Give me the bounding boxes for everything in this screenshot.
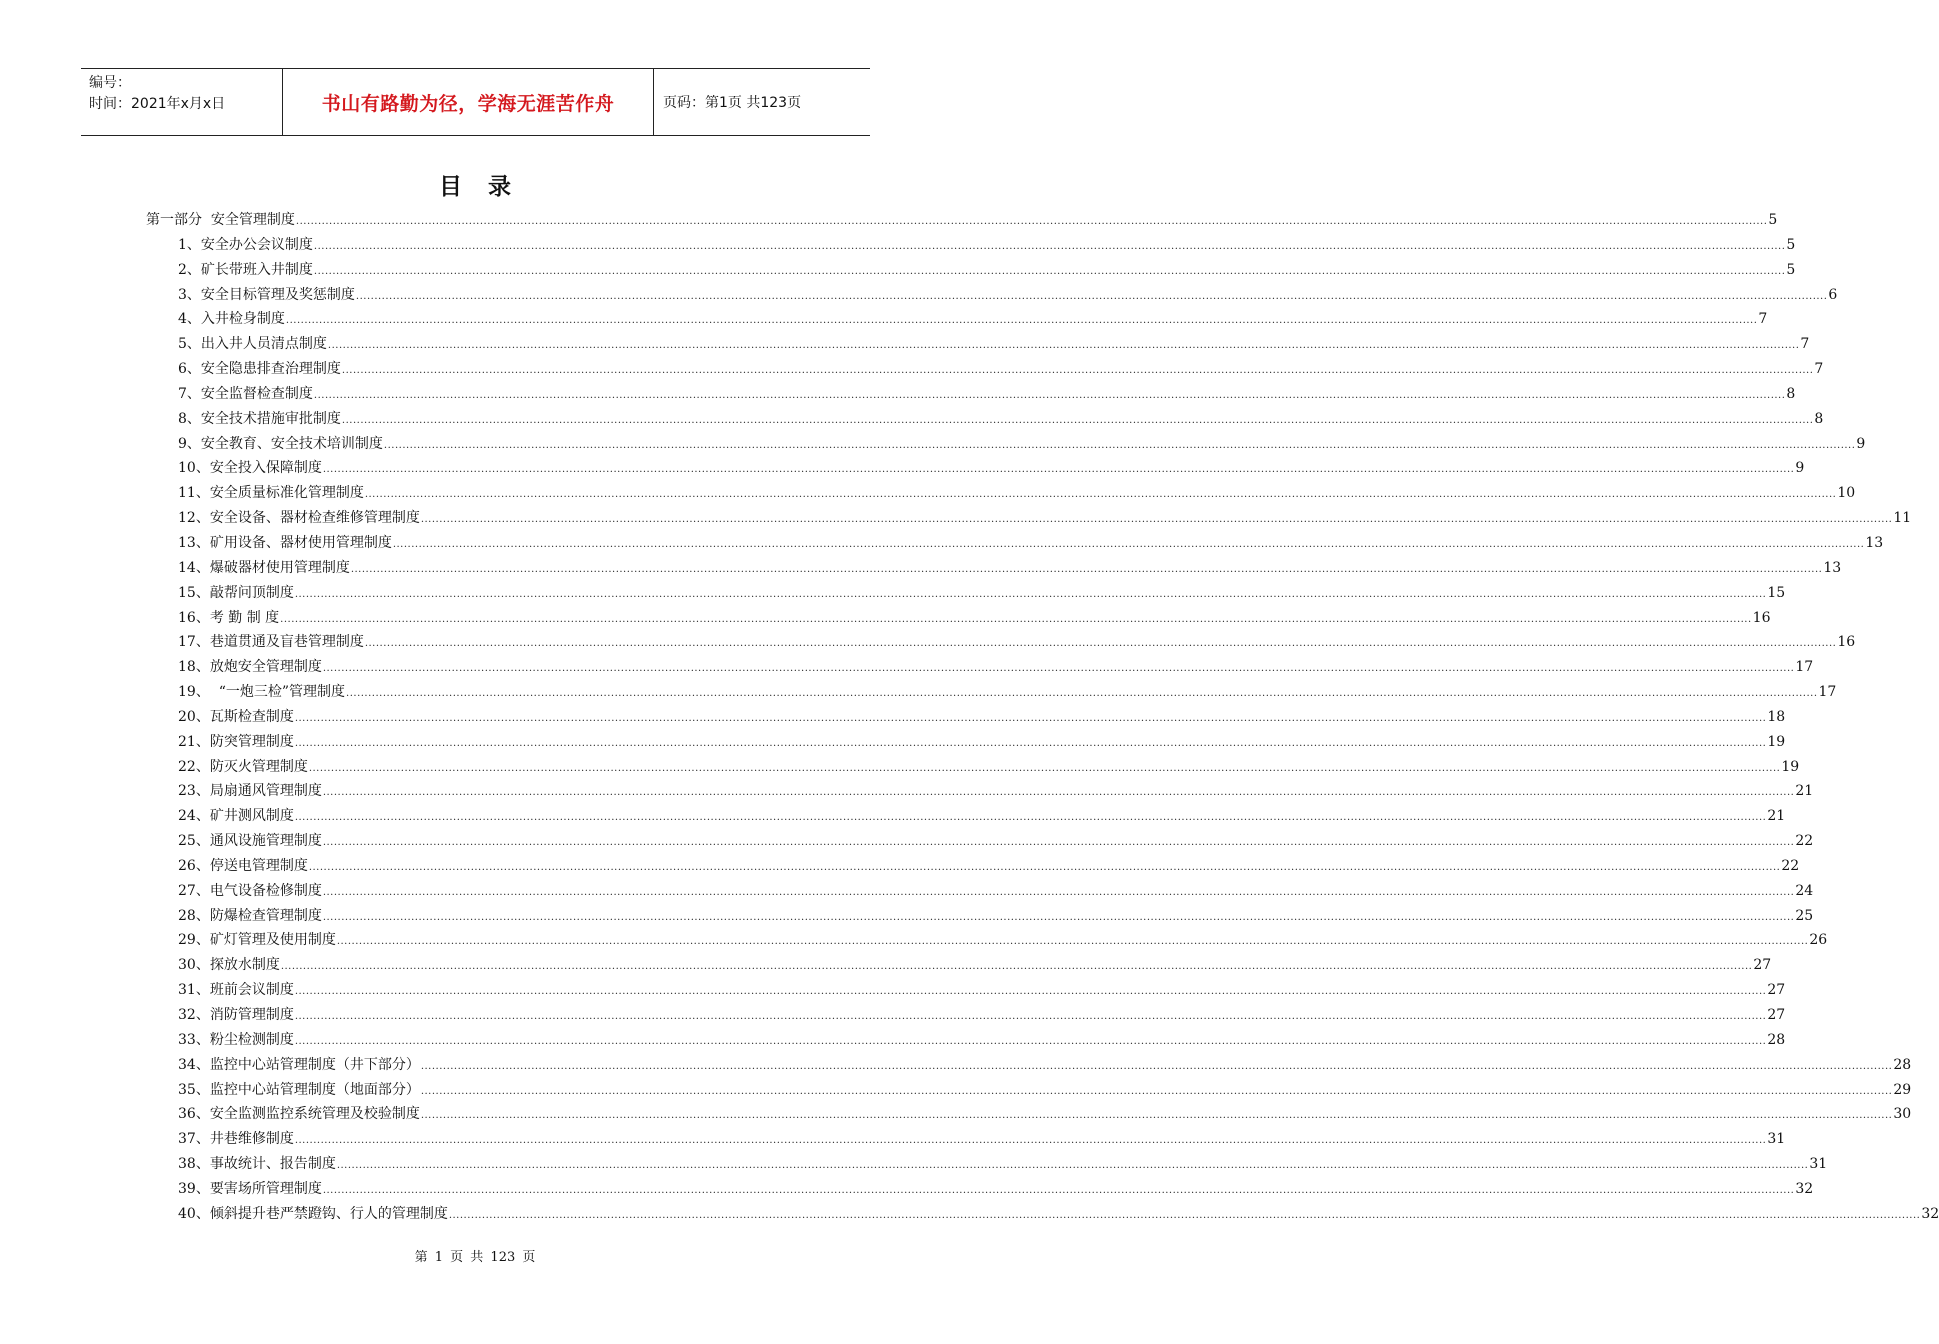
toc-leader-dots: ................................................................................................................................................................................................................................................................................................................................................................................................................ bbox=[322, 886, 1795, 898]
toc-entry-title: 第一部分 安全管理制度 bbox=[146, 212, 295, 228]
toc-leader-dots: ................................................................................................................................................................................................................................................................................................................................................................................................................ bbox=[392, 538, 1865, 550]
toc-leader-dots: ................................................................................................................................................................................................................................................................................................................................................................................................................ bbox=[327, 340, 1800, 352]
toc-entry-page: 29 bbox=[1893, 1081, 1912, 1098]
toc-entry-page: 17 bbox=[1795, 659, 1814, 676]
toc-leader-dots: ................................................................................................................................................................................................................................................................................................................................................................................................................ bbox=[420, 1060, 1893, 1072]
toc-entry-title: 32、消防管理制度 bbox=[178, 1007, 294, 1023]
toc-entry[interactable] bbox=[146, 630, 1856, 655]
toc-entry-title: 3、安全目标管理及奖惩制度 bbox=[178, 286, 355, 303]
toc-entry[interactable] bbox=[146, 655, 1814, 680]
toc-entry[interactable] bbox=[146, 829, 1814, 854]
toc-leader-dots: ................................................................................................................................................................................................................................................................................................................................................................................................................ bbox=[322, 663, 1795, 675]
toc-leader-dots: ................................................................................................................................................................................................................................................................................................................................................................................................................ bbox=[294, 1135, 1767, 1147]
toc-entry-title: 26、停送电管理制度 bbox=[178, 857, 308, 874]
toc-entry-title: 20、瓦斯检查制度 bbox=[178, 708, 294, 725]
toc-leader-dots: ................................................................................................................................................................................................................................................................................................................................................................................................................ bbox=[350, 563, 1823, 575]
toc-entry-title: 25、通风设施管理制度 bbox=[178, 833, 322, 850]
toc-entry[interactable] bbox=[146, 904, 1814, 929]
toc-entry-page: 7 bbox=[1800, 336, 1810, 353]
toc-entry-page: 32 bbox=[1795, 1180, 1814, 1197]
toc-entry[interactable] bbox=[146, 680, 1837, 705]
toc-entry-page: 28 bbox=[1893, 1056, 1912, 1073]
toc-leader-dots: ................................................................................................................................................................................................................................................................................................................................................................................................................ bbox=[295, 216, 1768, 227]
toc-entry-title: 29、矿灯管理及使用制度 bbox=[178, 932, 336, 949]
toc-entry[interactable] bbox=[146, 804, 1786, 829]
toc-leader-dots: ................................................................................................................................................................................................................................................................................................................................................................................................................ bbox=[322, 1184, 1795, 1196]
toc-leader-dots: ................................................................................................................................................................................................................................................................................................................................................................................................................ bbox=[313, 240, 1786, 252]
toc-entry[interactable] bbox=[146, 531, 1884, 556]
toc-entry[interactable] bbox=[146, 1152, 1828, 1177]
toc-entry-page: 30 bbox=[1893, 1106, 1912, 1123]
toc-entry-page: 5 bbox=[1768, 212, 1778, 228]
toc-entry[interactable] bbox=[146, 208, 1778, 233]
toc-entry-title: 13、矿用设备、器材使用管理制度 bbox=[178, 534, 392, 551]
toc-entry[interactable] bbox=[146, 755, 1800, 780]
toc-entry-title: 30、探放水制度 bbox=[178, 957, 280, 974]
toc-entry[interactable] bbox=[146, 730, 1786, 755]
toc-entry[interactable] bbox=[146, 456, 1805, 481]
toc-leader-dots: ................................................................................................................................................................................................................................................................................................................................................................................................................ bbox=[322, 787, 1795, 799]
toc-entry[interactable] bbox=[146, 581, 1786, 606]
toc-entry[interactable] bbox=[146, 1003, 1786, 1028]
toc-entry-page: 19 bbox=[1781, 758, 1800, 775]
toc-leader-dots: ................................................................................................................................................................................................................................................................................................................................................................................................................ bbox=[420, 514, 1893, 526]
toc-entry[interactable] bbox=[146, 1053, 1912, 1078]
toc-entry[interactable] bbox=[146, 481, 1856, 506]
toc-entry-title: 21、防突管理制度 bbox=[178, 733, 294, 750]
toc-entry-title: 1、安全办公会议制度 bbox=[178, 236, 313, 253]
toc-entry-title: 12、安全设备、器材检查维修管理制度 bbox=[178, 510, 420, 527]
toc-entry-page: 9 bbox=[1795, 460, 1805, 477]
toc-entry-title: 10、安全投入保障制度 bbox=[178, 460, 322, 477]
toc-entry-title: 37、井巷维修制度 bbox=[178, 1131, 294, 1148]
toc-entry[interactable] bbox=[146, 233, 1796, 258]
toc-entry[interactable] bbox=[146, 1078, 1912, 1103]
toc-entry-page: 8 bbox=[1814, 410, 1824, 427]
toc-entry-page: 7 bbox=[1758, 311, 1768, 328]
toc-entry[interactable] bbox=[146, 854, 1800, 879]
toc-entry-title: 27、电气设备检修制度 bbox=[178, 882, 322, 899]
toc-entry[interactable] bbox=[146, 1102, 1912, 1127]
toc-leader-dots: ................................................................................................................................................................................................................................................................................................................................................................................................................ bbox=[294, 1035, 1767, 1047]
toc-leader-dots: ................................................................................................................................................................................................................................................................................................................................................................................................................ bbox=[322, 464, 1795, 476]
toc-entry-page: 9 bbox=[1856, 435, 1866, 452]
toc-leader-dots: ................................................................................................................................................................................................................................................................................................................................................................................................................ bbox=[294, 588, 1767, 600]
toc-entry[interactable] bbox=[146, 779, 1814, 804]
toc-entry-page: 25 bbox=[1795, 907, 1814, 924]
toc-entry[interactable] bbox=[146, 1028, 1786, 1053]
toc-entry-page: 15 bbox=[1767, 584, 1786, 601]
toc-entry-page: 11 bbox=[1893, 510, 1912, 527]
toc-entry-page: 16 bbox=[1752, 609, 1771, 626]
page-footer: 第 1 页 共 123 页 bbox=[414, 1250, 536, 1265]
toc-entry[interactable] bbox=[146, 1177, 1814, 1202]
toc-entry-page: 27 bbox=[1767, 1007, 1786, 1023]
page-label: 页码：第1页 共123页 bbox=[663, 95, 802, 111]
motto: 书山有路勤为径，学海无涯苦作舟 bbox=[321, 92, 615, 115]
toc-entry-page: 19 bbox=[1767, 733, 1786, 750]
toc-entry-title: 15、敲帮问顶制度 bbox=[178, 584, 294, 601]
toc-entry[interactable] bbox=[146, 357, 1824, 382]
toc-entry-title: 17、巷道贯通及盲巷管理制度 bbox=[178, 634, 364, 651]
toc-leader-dots: ................................................................................................................................................................................................................................................................................................................................................................................................................ bbox=[420, 1110, 1893, 1122]
toc-entry-page: 5 bbox=[1786, 236, 1796, 253]
toc-entry[interactable] bbox=[146, 978, 1786, 1003]
toc-entry-page: 27 bbox=[1767, 982, 1786, 999]
toc-entry-title: 31、班前会议制度 bbox=[178, 982, 294, 999]
toc-leader-dots: ................................................................................................................................................................................................................................................................................................................................................................................................................ bbox=[364, 489, 1837, 501]
toc-entry-title: 35、监控中心站管理制度（地面部分） bbox=[178, 1081, 420, 1098]
toc-entry[interactable] bbox=[146, 258, 1796, 283]
toc-entry-title: 11、安全质量标准化管理制度 bbox=[178, 485, 364, 502]
toc-entry[interactable] bbox=[146, 506, 1912, 531]
toc-leader-dots: ................................................................................................................................................................................................................................................................................................................................................................................................................ bbox=[341, 414, 1814, 426]
toc-entry[interactable] bbox=[146, 307, 1768, 332]
toc-leader-dots: ................................................................................................................................................................................................................................................................................................................................................................................................................ bbox=[294, 712, 1767, 724]
toc-entry-page: 8 bbox=[1786, 385, 1796, 402]
toc-entry[interactable] bbox=[146, 556, 1842, 581]
toc-entry-page: 5 bbox=[1786, 261, 1796, 278]
toc-entry-title: 22、防灭火管理制度 bbox=[178, 758, 308, 775]
toc-leader-dots: ................................................................................................................................................................................................................................................................................................................................................................................................................ bbox=[336, 1160, 1809, 1172]
toc-leader-dots: ................................................................................................................................................................................................................................................................................................................................................................................................................ bbox=[294, 1011, 1767, 1022]
toc-entry-page: 7 bbox=[1814, 361, 1824, 378]
toc-entry[interactable] bbox=[146, 407, 1824, 432]
toc-entry-title: 9、安全教育、安全技术培训制度 bbox=[178, 435, 383, 452]
table-of-contents bbox=[146, 208, 1939, 1227]
toc-entry-page: 21 bbox=[1767, 808, 1786, 825]
toc-entry-page: 22 bbox=[1781, 857, 1800, 874]
toc-leader-dots: ................................................................................................................................................................................................................................................................................................................................................................................................................ bbox=[280, 961, 1753, 973]
toc-entry[interactable] bbox=[146, 879, 1814, 904]
toc-entry-title: 6、安全隐患排查治理制度 bbox=[178, 361, 341, 378]
toc-entry-page: 28 bbox=[1767, 1031, 1786, 1048]
toc-entry-title: 8、安全技术措施审批制度 bbox=[178, 410, 341, 427]
toc-entry-title: 28、防爆检查管理制度 bbox=[178, 907, 322, 924]
toc-entry[interactable] bbox=[146, 382, 1796, 407]
toc-entry[interactable] bbox=[146, 1127, 1786, 1152]
toc-leader-dots: ................................................................................................................................................................................................................................................................................................................................................................................................................ bbox=[294, 812, 1767, 824]
toc-leader-dots: ................................................................................................................................................................................................................................................................................................................................................................................................................ bbox=[313, 389, 1786, 401]
toc-leader-dots: ................................................................................................................................................................................................................................................................................................................................................................................................................ bbox=[294, 737, 1767, 749]
toc-entry-title: 34、监控中心站管理制度（井下部分） bbox=[178, 1056, 420, 1073]
header-motto-cell bbox=[282, 69, 654, 135]
number-label: 编号： bbox=[89, 75, 131, 91]
toc-leader-dots: ................................................................................................................................................................................................................................................................................................................................................................................................................ bbox=[322, 837, 1795, 849]
toc-entry-page: 22 bbox=[1795, 833, 1814, 850]
toc-leader-dots: ................................................................................................................................................................................................................................................................................................................................................................................................................ bbox=[346, 688, 1818, 700]
toc-leader-dots: ................................................................................................................................................................................................................................................................................................................................................................................................................ bbox=[308, 762, 1781, 774]
toc-leader-dots: ................................................................................................................................................................................................................................................................................................................................................................................................................ bbox=[420, 1085, 1893, 1097]
toc-entry[interactable] bbox=[146, 283, 1838, 308]
document-header bbox=[81, 68, 870, 136]
toc-entry-title: 33、粉尘检测制度 bbox=[178, 1031, 294, 1048]
toc-entry-page: 26 bbox=[1809, 932, 1828, 949]
toc-leader-dots: ................................................................................................................................................................................................................................................................................................................................................................................................................ bbox=[355, 290, 1828, 302]
toc-entry-page: 16 bbox=[1837, 634, 1856, 651]
toc-entry-page: 31 bbox=[1767, 1131, 1786, 1148]
toc-entry-page: 32 bbox=[1921, 1205, 1939, 1222]
toc-entry[interactable] bbox=[146, 432, 1866, 457]
toc-entry[interactable] bbox=[146, 953, 1772, 978]
toc-entry-page: 13 bbox=[1865, 534, 1884, 551]
toc-leader-dots: ................................................................................................................................................................................................................................................................................................................................................................................................................ bbox=[280, 613, 1752, 625]
toc-entry-page: 27 bbox=[1753, 957, 1772, 974]
toc-leader-dots: ................................................................................................................................................................................................................................................................................................................................................................................................................ bbox=[448, 1209, 1921, 1221]
toc-entry-title: 18、放炮安全管理制度 bbox=[178, 659, 322, 676]
toc-entry-title: 14、爆破器材使用管理制度 bbox=[178, 559, 350, 576]
toc-entry-page: 21 bbox=[1795, 783, 1814, 800]
toc-leader-dots: ................................................................................................................................................................................................................................................................................................................................................................................................................ bbox=[285, 315, 1758, 327]
toc-entry[interactable] bbox=[146, 332, 1810, 357]
toc-entry-title: 36、安全监测监控系统管理及校验制度 bbox=[178, 1106, 420, 1123]
toc-entry-page: 13 bbox=[1823, 559, 1842, 576]
toc-entry-page: 17 bbox=[1818, 684, 1837, 701]
page-title: 目录 bbox=[439, 174, 537, 200]
toc-entry-title: 5、出入井人员清点制度 bbox=[178, 336, 327, 353]
header-page-cell bbox=[654, 69, 870, 135]
toc-entry-title: 24、矿井测风制度 bbox=[178, 808, 294, 825]
toc-leader-dots: ................................................................................................................................................................................................................................................................................................................................................................................................................ bbox=[341, 365, 1814, 377]
toc-leader-dots: ................................................................................................................................................................................................................................................................................................................................................................................................................ bbox=[383, 439, 1856, 451]
toc-entry-title: 23、局扇通风管理制度 bbox=[178, 783, 322, 800]
toc-leader-dots: ................................................................................................................................................................................................................................................................................................................................................................................................................ bbox=[336, 936, 1809, 948]
toc-entry-title: 16、考 勤 制 度 bbox=[178, 609, 280, 626]
toc-entry-title: 39、要害场所管理制度 bbox=[178, 1180, 322, 1197]
toc-entry-title: 19、 “一炮三检”管理制度 bbox=[178, 684, 346, 701]
toc-leader-dots: ................................................................................................................................................................................................................................................................................................................................................................................................................ bbox=[308, 861, 1781, 873]
toc-entry-title: 2、矿长带班入井制度 bbox=[178, 261, 313, 278]
toc-entry-page: 31 bbox=[1809, 1156, 1828, 1173]
toc-entry[interactable] bbox=[146, 928, 1828, 953]
toc-entry-title: 40、倾斜提升巷严禁蹬钩、行人的管理制度 bbox=[178, 1205, 448, 1222]
toc-entry-page: 18 bbox=[1767, 708, 1786, 725]
toc-entry-page: 24 bbox=[1795, 882, 1814, 899]
toc-entry-title: 4、入井检身制度 bbox=[178, 311, 285, 328]
toc-leader-dots: ................................................................................................................................................................................................................................................................................................................................................................................................................ bbox=[364, 638, 1837, 650]
toc-leader-dots: ................................................................................................................................................................................................................................................................................................................................................................................................................ bbox=[294, 986, 1767, 998]
toc-leader-dots: ................................................................................................................................................................................................................................................................................................................................................................................................................ bbox=[322, 911, 1795, 923]
toc-entry[interactable] bbox=[146, 705, 1786, 730]
toc-entry-page: 6 bbox=[1828, 286, 1838, 303]
time-label: 时间：2021年x月x日 bbox=[89, 96, 226, 112]
toc-entry-title: 38、事故统计、报告制度 bbox=[178, 1156, 336, 1173]
toc-entry[interactable] bbox=[146, 606, 1771, 631]
toc-leader-dots: ................................................................................................................................................................................................................................................................................................................................................................................................................ bbox=[313, 265, 1786, 277]
toc-entry-title: 7、安全监督检查制度 bbox=[178, 385, 313, 402]
toc-entry[interactable] bbox=[146, 1202, 1939, 1227]
header-info-cell bbox=[81, 69, 282, 135]
toc-entry-page: 10 bbox=[1837, 485, 1856, 502]
